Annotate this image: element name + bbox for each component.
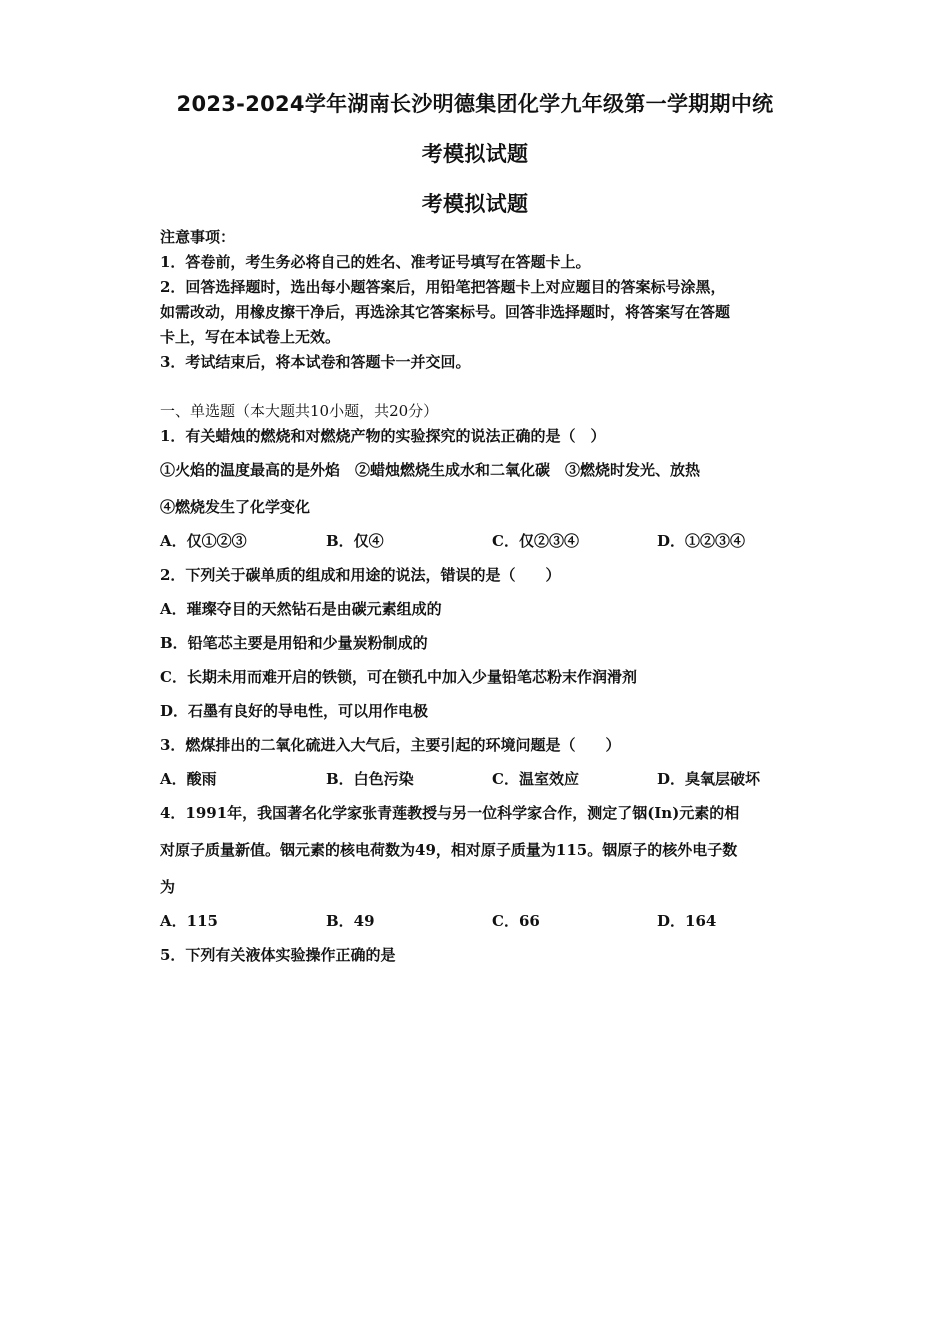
question-stem: 1．有关蜡烛的燃烧和对燃烧产物的实验探究的说法正确的是（ ） xyxy=(160,427,606,445)
option-d: D．石墨有良好的导电性，可以用作电极 xyxy=(160,702,429,720)
notice-heading: 注意事项： xyxy=(160,228,236,246)
option-c: C．仅②③④ xyxy=(492,532,579,550)
question-stem: 为 xyxy=(160,878,176,896)
option-c: C．长期未用而难开启的铁锁，可在锁孔中加入少量铅笔芯粉末作润滑剂 xyxy=(160,668,637,686)
option-b: B．仅④ xyxy=(326,532,384,550)
option-b: B．铅笔芯主要是用铅和少量炭粉制成的 xyxy=(160,634,428,652)
question-statement: ④燃烧发生了化学变化 xyxy=(160,498,311,516)
option-c: C．温室效应 xyxy=(492,770,579,788)
exam-title-line-2: 考模拟试题 xyxy=(421,142,529,166)
question-stem: 3．燃煤排出的二氧化硫进入大气后，主要引起的环境问题是（ ） xyxy=(160,736,621,754)
question-stem: 5．下列有关液体实验操作正确的是 xyxy=(160,946,396,964)
option-a: A．璀璨夺目的天然钻石是由碳元素组成的 xyxy=(160,600,442,618)
question-statement: ①火焰的温度最高的是外焰 ②蜡烛燃烧生成水和二氧化碳 ③燃烧时发光、放热 xyxy=(160,461,701,479)
exam-title-line-1: 2023-2024学年湖南长沙明德集团化学九年级第一学期期中统 xyxy=(176,92,774,116)
question-stem: 对原子质量新值。铟元素的核电荷数为49，相对原子质量为115。铟原子的核外电子数 xyxy=(160,841,738,859)
option-a: A．仅①②③ xyxy=(160,532,247,550)
notice-item: 卡上，写在本试卷上无效。 xyxy=(160,328,341,346)
notice-item: 2．回答选择题时，选出每小题答案后，用铅笔把答题卡上对应题目的答案标号涂黑， xyxy=(160,278,726,296)
option-b: B．49 xyxy=(326,912,375,930)
option-b: B．白色污染 xyxy=(326,770,414,788)
notice-item: 1．答卷前，考生务必将自己的姓名、准考证号填写在答题卡上。 xyxy=(160,253,591,271)
question-stem: 4．1991年，我国著名化学家张青莲教授与另一位科学家合作，测定了铟(In)元素的相 xyxy=(160,804,740,822)
notice-item: 如需改动，用橡皮擦干净后，再选涂其它答案标号。回答非选择题时，将答案写在答题 xyxy=(160,303,731,321)
notice-item: 3．考试结束后，将本试卷和答题卡一并交回。 xyxy=(160,353,471,371)
option-d: D．164 xyxy=(657,912,717,930)
exam-title-line-3: 考模拟试题 xyxy=(421,192,529,216)
option-d: D．臭氧层破坏 xyxy=(657,770,761,788)
option-a: A．酸雨 xyxy=(160,770,217,788)
question-stem: 2．下列关于碳单质的组成和用途的说法，错误的是（ ） xyxy=(160,566,561,584)
option-c: C．66 xyxy=(492,912,540,930)
option-d: D．①②③④ xyxy=(657,532,746,550)
section-heading: 一、单选题（本大题共10小题，共20分） xyxy=(160,402,439,420)
option-a: A．115 xyxy=(160,912,218,930)
